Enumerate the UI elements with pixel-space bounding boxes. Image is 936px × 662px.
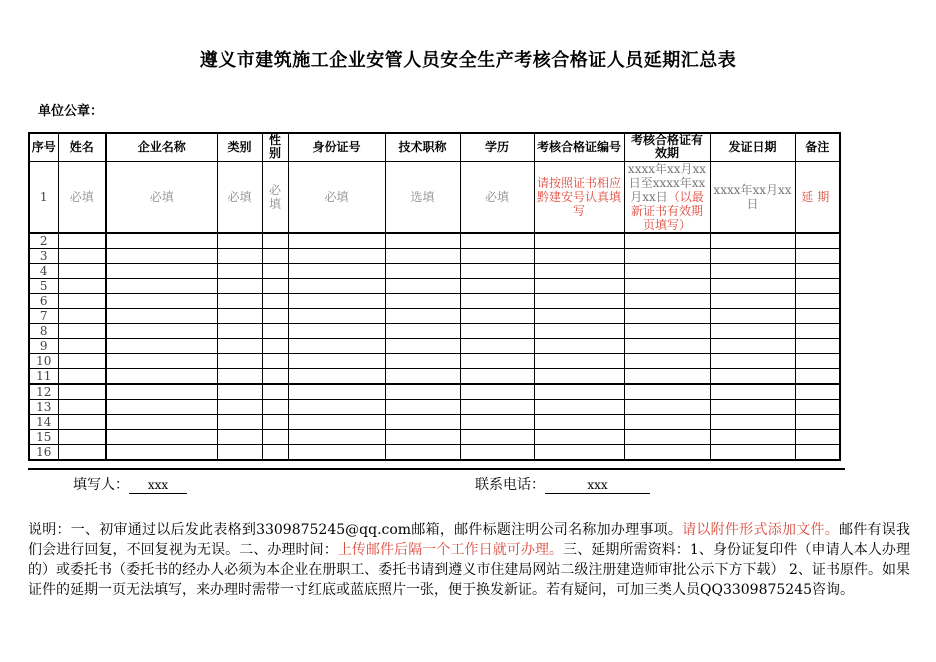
empty-cell bbox=[217, 293, 262, 308]
empty-cell bbox=[795, 353, 840, 368]
empty-cell bbox=[58, 293, 106, 308]
table-row bbox=[29, 263, 840, 278]
empty-cell bbox=[460, 384, 534, 400]
table-row bbox=[29, 353, 840, 368]
empty-cell bbox=[624, 323, 710, 338]
empty-cell bbox=[795, 384, 840, 400]
empty-cell bbox=[385, 384, 460, 400]
empty-cell bbox=[58, 308, 106, 323]
empty-cell bbox=[534, 233, 624, 249]
table-row bbox=[29, 368, 840, 384]
empty-cell bbox=[262, 414, 288, 429]
empty-cell bbox=[106, 233, 217, 249]
empty-cell bbox=[624, 293, 710, 308]
col-header-company: 企业名称 bbox=[106, 133, 217, 161]
empty-cell bbox=[710, 323, 795, 338]
signature-row bbox=[0, 474, 936, 494]
empty-cell bbox=[106, 429, 217, 444]
empty-cell bbox=[106, 308, 217, 323]
empty-cell bbox=[288, 384, 385, 400]
empty-cell bbox=[288, 429, 385, 444]
empty-cell bbox=[217, 248, 262, 263]
row-index: 5 bbox=[29, 278, 58, 293]
empty-cell bbox=[710, 338, 795, 353]
empty-cell bbox=[262, 399, 288, 414]
empty-cell bbox=[385, 323, 460, 338]
row-index: 11 bbox=[29, 368, 58, 384]
col-header-category: 类别 bbox=[217, 133, 262, 161]
empty-cell bbox=[795, 278, 840, 293]
empty-cell bbox=[460, 308, 534, 323]
table-row bbox=[29, 308, 840, 323]
empty-cell bbox=[106, 444, 217, 460]
empty-cell bbox=[534, 384, 624, 400]
row-index: 7 bbox=[29, 308, 58, 323]
col-header-remark: 备注 bbox=[795, 133, 840, 161]
empty-cell bbox=[262, 338, 288, 353]
empty-cell bbox=[534, 338, 624, 353]
empty-cell bbox=[288, 293, 385, 308]
empty-cell bbox=[710, 308, 795, 323]
empty-cell bbox=[460, 263, 534, 278]
empty-cell bbox=[795, 399, 840, 414]
empty-cell bbox=[385, 263, 460, 278]
empty-cell bbox=[460, 278, 534, 293]
empty-cell bbox=[534, 248, 624, 263]
empty-cell bbox=[217, 353, 262, 368]
empty-cell bbox=[262, 384, 288, 400]
empty-cell bbox=[385, 399, 460, 414]
empty-cell bbox=[460, 444, 534, 460]
empty-cell bbox=[460, 233, 534, 249]
empty-cell bbox=[534, 293, 624, 308]
empty-cell bbox=[460, 248, 534, 263]
empty-cell bbox=[624, 399, 710, 414]
empty-cell bbox=[534, 368, 624, 384]
empty-cell bbox=[624, 414, 710, 429]
empty-cell bbox=[217, 429, 262, 444]
empty-cell bbox=[288, 248, 385, 263]
empty-cell bbox=[106, 399, 217, 414]
empty-cell bbox=[534, 278, 624, 293]
empty-cell bbox=[262, 278, 288, 293]
notes-segment: 请以附件形式添加文件。 bbox=[682, 521, 839, 538]
table-row bbox=[29, 399, 840, 414]
seal-label: 单位公章： bbox=[38, 103, 104, 118]
row-index: 15 bbox=[29, 429, 58, 444]
empty-cell bbox=[710, 353, 795, 368]
validity-note-text: （以最新证书有效期页填写） bbox=[630, 189, 704, 232]
empty-cell bbox=[385, 248, 460, 263]
notes bbox=[28, 520, 910, 600]
row-index: 8 bbox=[29, 323, 58, 338]
empty-cell bbox=[217, 414, 262, 429]
empty-cell bbox=[288, 399, 385, 414]
notes-segment: 三、延期所需资料：1、身份证复印件（申请人本人办理的）或委托书（委托书的经办人必须为本企业在册职工、委托书请到遵义市住建局网站二级注册建造师审批公示下方下载） 2、证书原件。如果证件的延期一页无法填写，来办理时需带一寸红底或蓝底照片一张，便于换发新证。若有疑问，可加三类人员QQ3309875245咨询。 bbox=[28, 541, 911, 598]
cell-name: 必填 bbox=[58, 161, 106, 233]
empty-cell bbox=[262, 323, 288, 338]
empty-cell bbox=[262, 248, 288, 263]
empty-cell bbox=[262, 263, 288, 278]
empty-cell bbox=[460, 429, 534, 444]
col-header-id-number: 身份证号 bbox=[288, 133, 385, 161]
empty-cell bbox=[106, 338, 217, 353]
table-row bbox=[29, 323, 840, 338]
empty-cell bbox=[217, 278, 262, 293]
cell-index: 1 bbox=[29, 161, 58, 233]
col-header-education: 学历 bbox=[460, 133, 534, 161]
empty-cell bbox=[217, 399, 262, 414]
table-row bbox=[29, 414, 840, 429]
empty-cell bbox=[795, 368, 840, 384]
empty-cell bbox=[460, 399, 534, 414]
table-row bbox=[29, 278, 840, 293]
empty-cell bbox=[262, 429, 288, 444]
col-header-index: 序号 bbox=[29, 133, 58, 161]
row-index: 4 bbox=[29, 263, 58, 278]
filler-value-underline: xxx bbox=[129, 478, 187, 494]
sample-row bbox=[29, 161, 840, 233]
empty-cell bbox=[58, 278, 106, 293]
notes-segment: 邮件有误我们会进行回复，不回复视为无误。二、办理时间： bbox=[28, 521, 911, 558]
empty-cell bbox=[106, 323, 217, 338]
empty-cell bbox=[795, 414, 840, 429]
empty-cell bbox=[288, 308, 385, 323]
empty-cell bbox=[624, 429, 710, 444]
empty-cell bbox=[385, 233, 460, 249]
empty-cell bbox=[262, 353, 288, 368]
empty-cell bbox=[288, 414, 385, 429]
cell-education: 必填 bbox=[460, 161, 534, 233]
empty-cell bbox=[385, 414, 460, 429]
empty-cell bbox=[106, 248, 217, 263]
row-index: 3 bbox=[29, 248, 58, 263]
empty-cell bbox=[58, 353, 106, 368]
empty-cell bbox=[58, 444, 106, 460]
empty-cell bbox=[534, 308, 624, 323]
empty-cell bbox=[710, 263, 795, 278]
col-header-issue-date: 发证日期 bbox=[710, 133, 795, 161]
empty-cell bbox=[534, 353, 624, 368]
empty-cell bbox=[624, 308, 710, 323]
empty-cell bbox=[217, 323, 262, 338]
empty-cell bbox=[288, 338, 385, 353]
empty-cell bbox=[217, 338, 262, 353]
empty-cell bbox=[795, 263, 840, 278]
row-index: 10 bbox=[29, 353, 58, 368]
empty-cell bbox=[385, 338, 460, 353]
empty-cell bbox=[288, 263, 385, 278]
empty-cell bbox=[217, 384, 262, 400]
row-index: 2 bbox=[29, 233, 58, 249]
empty-cell bbox=[710, 414, 795, 429]
table-row bbox=[29, 293, 840, 308]
empty-cell bbox=[710, 444, 795, 460]
empty-cell bbox=[710, 278, 795, 293]
cell-remark: 延期 bbox=[795, 161, 840, 233]
empty-cell bbox=[624, 338, 710, 353]
empty-cell bbox=[710, 399, 795, 414]
empty-cell bbox=[460, 414, 534, 429]
empty-cell bbox=[217, 444, 262, 460]
empty-cell bbox=[710, 429, 795, 444]
empty-cell bbox=[217, 263, 262, 278]
empty-cell bbox=[106, 293, 217, 308]
empty-cell bbox=[710, 384, 795, 400]
cell-tech-title: 选填 bbox=[385, 161, 460, 233]
empty-cell bbox=[795, 323, 840, 338]
empty-cell bbox=[795, 338, 840, 353]
empty-cell bbox=[385, 308, 460, 323]
row-index: 13 bbox=[29, 399, 58, 414]
empty-cell bbox=[385, 444, 460, 460]
empty-cell bbox=[385, 368, 460, 384]
empty-cell bbox=[58, 414, 106, 429]
row-index: 9 bbox=[29, 338, 58, 353]
empty-cell bbox=[795, 308, 840, 323]
empty-cell bbox=[217, 308, 262, 323]
row-index: 16 bbox=[29, 444, 58, 460]
empty-cell bbox=[58, 233, 106, 249]
empty-cell bbox=[262, 293, 288, 308]
empty-cell bbox=[385, 429, 460, 444]
empty-cell bbox=[534, 444, 624, 460]
notes-segment: 上传邮件后隔一个工作日就可办理。 bbox=[337, 541, 564, 558]
empty-cell bbox=[288, 353, 385, 368]
empty-cell bbox=[58, 384, 106, 400]
empty-cell bbox=[795, 233, 840, 249]
empty-cell bbox=[534, 414, 624, 429]
empty-cell bbox=[460, 323, 534, 338]
cell-cert-validity bbox=[624, 161, 710, 233]
col-header-name: 姓名 bbox=[58, 133, 106, 161]
empty-cell bbox=[795, 248, 840, 263]
empty-cell bbox=[217, 368, 262, 384]
empty-cell bbox=[460, 293, 534, 308]
table-row bbox=[29, 384, 840, 400]
row-index: 14 bbox=[29, 414, 58, 429]
empty-cell bbox=[534, 263, 624, 278]
filler-label: 填写人： bbox=[73, 476, 129, 493]
empty-cell bbox=[262, 444, 288, 460]
col-header-cert-number: 考核合格证编号 bbox=[534, 133, 624, 161]
col-header-cert-validity: 考核合格证有效期 bbox=[624, 133, 710, 161]
empty-cell bbox=[710, 293, 795, 308]
phone-label: 联系电话： bbox=[475, 476, 545, 493]
cell-category: 必填 bbox=[217, 161, 262, 233]
row-index: 12 bbox=[29, 384, 58, 400]
empty-cell bbox=[58, 338, 106, 353]
col-header-tech-title: 技术职称 bbox=[385, 133, 460, 161]
empty-cell bbox=[288, 278, 385, 293]
empty-cell bbox=[460, 368, 534, 384]
cell-cert-number: 请按照证书相应黔建安号认真填写 bbox=[534, 161, 624, 233]
empty-cell bbox=[288, 233, 385, 249]
cell-issue-date: xxxx年xx月xx日 bbox=[710, 161, 795, 233]
empty-cell bbox=[710, 368, 795, 384]
empty-cell bbox=[385, 293, 460, 308]
empty-cell bbox=[106, 368, 217, 384]
validity-dates-text: xxxx年xx月xx日至xxxx年xx月xx日 bbox=[627, 161, 707, 204]
cell-id-number: 必填 bbox=[288, 161, 385, 233]
empty-cell bbox=[58, 323, 106, 338]
notes-segment: 说明：一、初审通过以后发此表格到3309875245@qq.com邮箱，邮件标题注明公司名称加办理事项。 bbox=[28, 521, 683, 538]
phone-value-underline: xxx bbox=[545, 478, 650, 494]
empty-cell bbox=[106, 384, 217, 400]
empty-cell bbox=[534, 429, 624, 444]
empty-cell bbox=[385, 278, 460, 293]
empty-cell bbox=[624, 263, 710, 278]
empty-cell bbox=[460, 353, 534, 368]
empty-cell bbox=[795, 429, 840, 444]
empty-cell bbox=[58, 248, 106, 263]
col-header-gender: 性别 bbox=[262, 133, 288, 161]
empty-cell bbox=[58, 368, 106, 384]
table-header-row bbox=[29, 133, 840, 161]
empty-cell bbox=[710, 233, 795, 249]
empty-cell bbox=[710, 248, 795, 263]
empty-cell bbox=[262, 368, 288, 384]
empty-cell bbox=[288, 323, 385, 338]
empty-cell bbox=[534, 323, 624, 338]
delay-summary-table bbox=[28, 132, 841, 461]
empty-cell bbox=[288, 444, 385, 460]
empty-cell bbox=[262, 308, 288, 323]
empty-cell bbox=[58, 399, 106, 414]
empty-cell bbox=[58, 263, 106, 278]
table-row bbox=[29, 444, 840, 460]
cell-gender: 必填 bbox=[262, 161, 288, 233]
empty-cell bbox=[624, 444, 710, 460]
page-title: 遵义市建筑施工企业安管人员安全生产考核合格证人员延期汇总表 bbox=[199, 50, 737, 70]
empty-cell bbox=[624, 384, 710, 400]
empty-cell bbox=[58, 429, 106, 444]
empty-cell bbox=[795, 444, 840, 460]
empty-cell bbox=[385, 353, 460, 368]
empty-cell bbox=[795, 293, 840, 308]
empty-cell bbox=[106, 278, 217, 293]
empty-cell bbox=[106, 353, 217, 368]
empty-cell bbox=[624, 353, 710, 368]
empty-cell bbox=[624, 233, 710, 249]
empty-cell bbox=[460, 338, 534, 353]
table-row bbox=[29, 429, 840, 444]
empty-cell bbox=[534, 399, 624, 414]
table-row bbox=[29, 338, 840, 353]
table-row bbox=[29, 248, 840, 263]
row-index: 6 bbox=[29, 293, 58, 308]
empty-cell bbox=[624, 248, 710, 263]
table-row bbox=[29, 233, 840, 249]
empty-cell bbox=[288, 368, 385, 384]
empty-cell bbox=[624, 368, 710, 384]
empty-cell bbox=[106, 263, 217, 278]
cell-company: 必填 bbox=[106, 161, 217, 233]
empty-cell bbox=[217, 233, 262, 249]
divider-line bbox=[28, 468, 845, 470]
empty-cell bbox=[262, 233, 288, 249]
empty-cell bbox=[106, 414, 217, 429]
empty-cell bbox=[624, 278, 710, 293]
